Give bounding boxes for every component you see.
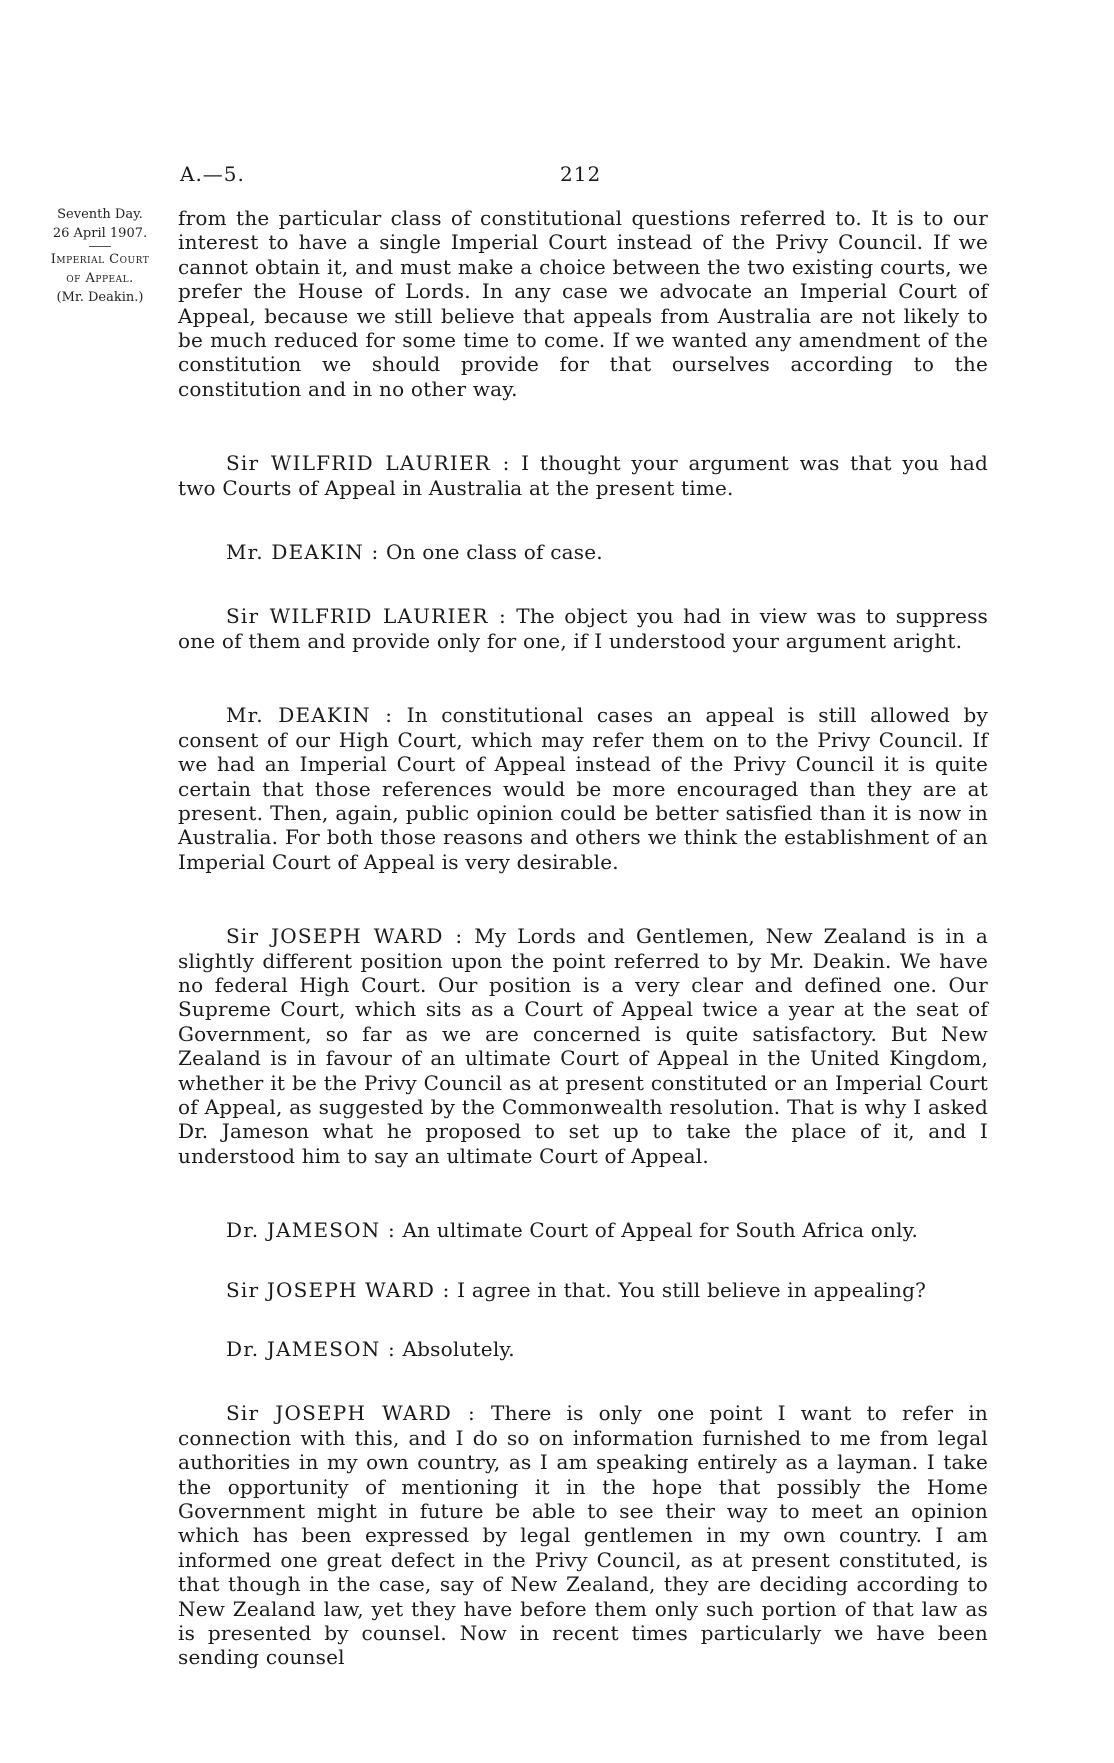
paragraph bbox=[178, 206, 988, 401]
margin-note-topic: Imperial Court bbox=[50, 252, 150, 267]
margin-note-date: 26 April 1907. bbox=[52, 226, 148, 241]
speaker-name: Sir JOSEPH WARD : bbox=[226, 1277, 451, 1302]
page-number: 212 bbox=[560, 162, 602, 186]
paragraph-text: My Lords and Gentlemen, New Zealand is in a slightly different position upon the point referred to by Mr. Deakin. We have no federal High Court. Our position is a very clear and defined one. Our Supreme Court, which sits as a Court of Appeal twice a year at the seat of Government, so far as we are concerned is quite satisfactory. But New Zealand is in favour of an ultimate Court of Appeal in the United Kingdom, whether it be the Privy Council as at present constituted or an Imperial Court of Appeal, as suggested by the Commonwealth resolution. That is why I asked Dr. Jameson what he proposed to set up to take the place of it, and I understood him to say an ultimate Court of Appeal. bbox=[178, 924, 989, 1168]
speaker-name: Mr. DEAKIN : bbox=[226, 703, 394, 728]
paragraph bbox=[178, 540, 988, 564]
paragraph-text: The object you had in view was to suppress one of them and provide only for one, if I understood your argument aright. bbox=[178, 604, 988, 653]
speaker-name: Sir WILFRID LAURIER : bbox=[226, 604, 507, 629]
paragraph-text: from the particular class of constitutional questions referred to. It is to our interest to have a single Imperial Court instead of the Privy Council. If we cannot obtain it, and must make a choice between the two existing courts, we prefer the House of Lords. In any case we advocate an Imperial Court of Appeal, because we still believe that appeals from Australia are not likely to be much reduced for some time to come. If we wanted any amendment of the constitution we should provide for that ourselves according to the constitution and in no other way. bbox=[178, 206, 988, 401]
margin-note-day: Seventh Day. bbox=[57, 207, 143, 222]
paragraph bbox=[178, 1337, 988, 1361]
speaker-name: Sir JOSEPH WARD : bbox=[226, 924, 464, 949]
transcript-body bbox=[178, 206, 988, 1670]
paragraph-text: On one class of case. bbox=[386, 540, 603, 565]
paragraph-text: I thought your argument was that you had two Courts of Appeal in Australia at the present time. bbox=[178, 451, 988, 500]
paragraph bbox=[178, 924, 988, 1168]
paragraph bbox=[178, 703, 988, 874]
speaker-name: Dr. JAMESON : bbox=[226, 1337, 396, 1361]
paragraph-text: There is only one point I want to refer in connection with this, and I do so on information furnished to me from legal authorities in my own country, as I am speaking entirely as a layman. I take the opportunity of mentioning it in the hope that possibly the Home Government might in future be able to see their way to meet an opinion which has been expressed by legal gentlemen in my own country. I am informed one great defect in the Privy Council, as at present constituted, is that though in the case, say of New Zealand, they are deciding according to New Zealand law, yet they have before them only such portion of that law as is presented by counsel. Now in recent times particularly we have been sending counsel bbox=[178, 1401, 988, 1670]
paragraph-text: Absolutely. bbox=[402, 1337, 515, 1361]
paragraph bbox=[178, 1218, 988, 1242]
speaker-name: Dr. JAMESON : bbox=[226, 1218, 396, 1243]
page-header bbox=[180, 162, 980, 192]
margin-note-topic-cont: of Appeal. bbox=[66, 271, 134, 286]
margin-note bbox=[36, 205, 164, 307]
margin-note-divider bbox=[89, 246, 111, 247]
paragraph bbox=[178, 1278, 988, 1302]
speaker-name: Sir WILFRID LAURIER : bbox=[226, 451, 511, 476]
paragraph-text: An ultimate Court of Appeal for South Africa only. bbox=[402, 1218, 919, 1243]
paragraph bbox=[178, 604, 988, 653]
paragraph-text: In constitutional cases an appeal is still allowed by consent of our High Court, which may refer them on to the Privy Council. If we had an Imperial Court of Appeal instead of the Privy Council it is quite certain that those references would be more encouraged than they are at present. Then, again, public opinion could be better satisfied than it is now in Australia. For both those reasons and others we think the establishment of an Imperial Court of Appeal is very desirable. bbox=[178, 703, 989, 874]
paragraph bbox=[178, 451, 988, 500]
margin-note-speaker: (Mr. Deakin.) bbox=[56, 290, 144, 305]
paragraph-text: I agree in that. You still believe in appealing? bbox=[457, 1277, 927, 1302]
speaker-name: Mr. DEAKIN : bbox=[226, 540, 380, 565]
paragraph bbox=[178, 1401, 988, 1669]
document-code: A.—5. bbox=[180, 162, 245, 186]
speaker-name: Sir JOSEPH WARD : bbox=[226, 1401, 477, 1426]
